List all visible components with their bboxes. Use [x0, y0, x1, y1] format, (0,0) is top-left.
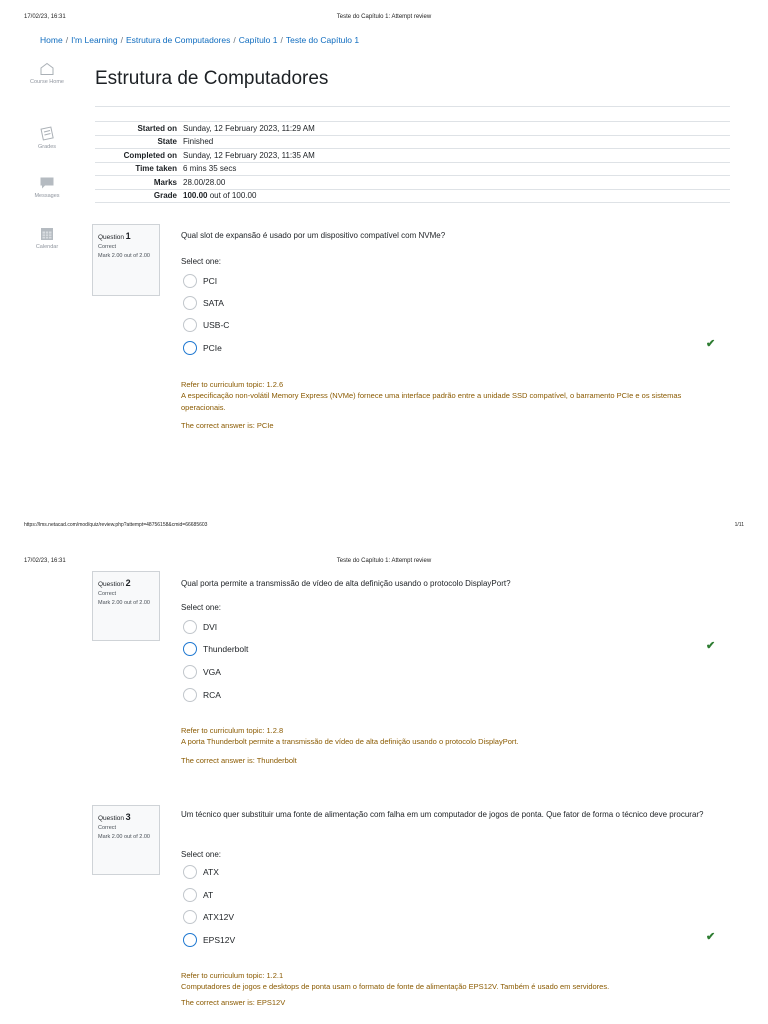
- answer-option[interactable]: [183, 296, 224, 310]
- summary-row: [95, 122, 730, 136]
- question-status: Correct: [98, 244, 117, 251]
- select-one-label: Select one:: [181, 257, 222, 266]
- print-datetime: 17/02/23, 16:31: [24, 14, 66, 20]
- correct-check-icon: ✔: [706, 931, 716, 943]
- grades-icon: [39, 125, 55, 141]
- summary-row: [95, 176, 730, 190]
- option-label: PCI: [203, 276, 218, 286]
- radio-button[interactable]: [183, 910, 197, 924]
- breadcrumb-chapter[interactable]: Capítulo 1: [238, 35, 278, 45]
- grade-score: 100.00: [183, 191, 208, 201]
- option-label: VGA: [203, 667, 221, 677]
- print-title: Teste do Capítulo 1: Attempt review: [336, 14, 432, 20]
- radio-button[interactable]: [183, 665, 197, 679]
- print-page-number: 1/11: [734, 522, 744, 528]
- breadcrumb-home[interactable]: Home: [40, 35, 63, 45]
- breadcrumb: Home / I'm Learning / Estrutura de Computadores / Capítulo 1 / Teste do Capítulo 1: [40, 35, 360, 45]
- summary-value: Sunday, 12 February 2023, 11:29 AM: [183, 123, 315, 133]
- question-number: 1: [125, 231, 131, 241]
- radio-button-selected[interactable]: [183, 642, 197, 656]
- curriculum-topic: Refer to curriculum topic: 1.2.8: [181, 726, 284, 735]
- answer-option-selected[interactable]: [183, 341, 222, 355]
- question-mark: Mark 2.00 out of 2.00: [98, 253, 150, 260]
- breadcrumb-course[interactable]: Estrutura de Computadores: [125, 35, 231, 45]
- sidebar-item-label: Calendar: [35, 244, 59, 250]
- correct-answer: The correct answer is: PCIe: [181, 420, 274, 430]
- breadcrumb-im-learning[interactable]: I'm Learning: [71, 35, 118, 45]
- answer-option[interactable]: [183, 688, 221, 702]
- messages-icon: [39, 176, 55, 190]
- sidebar-item-course-home[interactable]: [22, 62, 72, 86]
- select-one-label: Select one:: [181, 603, 222, 612]
- sidebar-item-label: Grades: [37, 144, 57, 150]
- radio-button[interactable]: [183, 620, 197, 634]
- question-info-2: [92, 571, 160, 641]
- page-title: Estrutura de Computadores: [95, 68, 329, 89]
- answer-option[interactable]: [183, 620, 217, 634]
- option-label: DVI: [203, 622, 218, 632]
- radio-button-selected[interactable]: [183, 933, 197, 947]
- option-label: SATA: [203, 298, 224, 308]
- feedback-explanation: Computadores de jogos e desktops de ponta usam o formato de fonte de alimentação EPS12V. Também é usado em servidores.: [181, 982, 610, 992]
- grade-value: [183, 189, 730, 203]
- title-divider: [95, 106, 730, 107]
- home-icon: [39, 62, 55, 76]
- print-title: Teste do Capítulo 1: Attempt review: [336, 558, 432, 564]
- option-label: Thunderbolt: [203, 644, 249, 654]
- sidebar-item-messages[interactable]: [22, 176, 72, 200]
- option-label: RCA: [203, 690, 221, 700]
- summary-label: Time taken: [135, 164, 177, 174]
- summary-label: State: [157, 137, 177, 147]
- radio-button[interactable]: [183, 318, 197, 332]
- option-label: PCIe: [203, 343, 222, 353]
- question-info-3: [92, 805, 160, 875]
- answer-option[interactable]: [183, 318, 229, 332]
- answer-option[interactable]: [183, 888, 213, 902]
- question-number: 3: [125, 812, 131, 822]
- option-label: AT: [203, 890, 214, 900]
- summary-label: Marks: [153, 177, 177, 187]
- question-label: Question: [98, 234, 125, 241]
- question-number: 2: [125, 578, 131, 588]
- option-label: EPS12V: [203, 935, 236, 945]
- question-mark: Mark 2.00 out of 2.00: [98, 600, 150, 607]
- summary-value: Finished: [183, 137, 214, 147]
- summary-value: 28.00/28.00: [183, 177, 226, 187]
- question-text-2: Qual porta permite a transmissão de vídeo de alta definição usando o protocolo DisplayPort?: [181, 579, 511, 588]
- correct-check-icon: ✔: [706, 640, 716, 652]
- option-label: ATX12V: [203, 912, 235, 922]
- question-status: Correct: [98, 825, 117, 832]
- question-feedback-3: [181, 970, 721, 1008]
- sidebar-item-calendar[interactable]: [22, 226, 72, 251]
- radio-button[interactable]: [183, 865, 197, 879]
- sidebar-item-label: Messages: [34, 193, 60, 199]
- feedback-explanation: A especificação non-volátil Memory Express (NVMe) fornece uma interface padrão entre a unidade SSD compatível, o barramento PCIe e os sistemas operacionais.: [181, 391, 682, 412]
- print-url: https://lms.netacad.com/mod/quiz/review.php?attempt=48756158&cmid=66685603: [24, 522, 208, 528]
- summary-row: [95, 162, 730, 176]
- answer-option[interactable]: [183, 865, 219, 879]
- summary-label: Completed on: [123, 150, 177, 160]
- question-text-1: Qual slot de expansão é usado por um dispositivo compatível com NVMe?: [181, 231, 446, 240]
- question-feedback-2: [181, 725, 721, 766]
- breadcrumb-quiz[interactable]: Teste do Capítulo 1: [285, 35, 360, 45]
- curriculum-topic: Refer to curriculum topic: 1.2.6: [181, 380, 284, 389]
- answer-option[interactable]: [183, 665, 221, 679]
- question-label: Question: [98, 815, 125, 822]
- radio-button-selected[interactable]: [183, 341, 197, 355]
- correct-answer: The correct answer is: Thunderbolt: [181, 755, 297, 765]
- select-one-label: Select one:: [181, 850, 222, 859]
- option-label: ATX: [203, 867, 219, 877]
- calendar-icon: [40, 226, 54, 241]
- answer-option[interactable]: [183, 910, 234, 924]
- question-feedback-1: [181, 379, 721, 431]
- question-label: Question: [98, 581, 125, 588]
- correct-check-icon: ✔: [706, 338, 716, 350]
- radio-button[interactable]: [183, 274, 197, 288]
- correct-answer: The correct answer is: EPS12V: [181, 997, 286, 1007]
- curriculum-topic: Refer to curriculum topic: 1.2.1: [181, 971, 284, 980]
- sidebar-item-grades[interactable]: [22, 125, 72, 151]
- summary-row-grade: [95, 189, 730, 203]
- summary-value: 6 mins 35 secs: [183, 164, 237, 174]
- summary-label: Started on: [137, 123, 177, 133]
- answer-option-selected[interactable]: [183, 642, 248, 656]
- summary-row: [95, 149, 730, 163]
- summary-row: [95, 135, 730, 149]
- sidebar-item-label: Course Home: [30, 79, 64, 85]
- answer-option[interactable]: [183, 274, 217, 288]
- radio-button[interactable]: [183, 296, 197, 310]
- grade-total: out of 100.00: [207, 191, 257, 201]
- summary-value: Sunday, 12 February 2023, 11:35 AM: [183, 150, 315, 160]
- option-label: USB-C: [203, 320, 230, 330]
- question-info-1: [92, 224, 160, 296]
- question-text-3: Um técnico quer substituir uma fonte de alimentação com falha em um computador de jogos de ponta. Que fator de forma o técnico deve procurar?: [181, 810, 704, 819]
- question-mark: Mark 2.00 out of 2.00: [98, 834, 150, 841]
- radio-button[interactable]: [183, 688, 197, 702]
- attempt-summary-table: [95, 121, 730, 203]
- print-datetime: 17/02/23, 16:31: [24, 558, 66, 564]
- feedback-explanation: A porta Thunderbolt permite a transmissão de vídeo de alta definição usando o protocolo DisplayPort.: [181, 737, 519, 747]
- question-status: Correct: [98, 591, 117, 598]
- answer-option-selected[interactable]: [183, 933, 235, 947]
- radio-button[interactable]: [183, 888, 197, 902]
- summary-label: Grade: [153, 191, 177, 201]
